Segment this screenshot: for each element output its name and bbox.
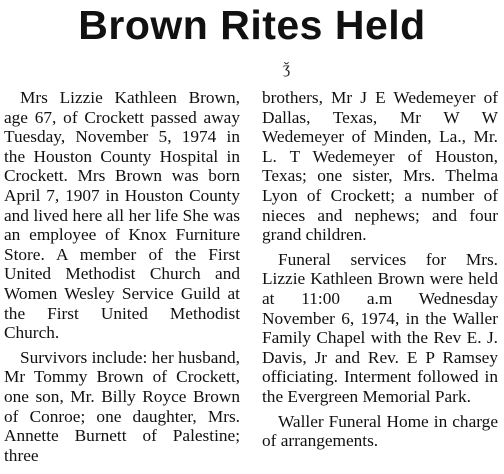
right-column bbox=[262, 88, 498, 451]
paragraph-survivors: Survivors include: her husband, Mr Tommy Brown of Crockett, one son, Mr. Billy Royce Brown of Conroe; one daughter, Mrs. Annette Burnett of Palestine; three bbox=[4, 347, 240, 465]
paragraph-funeral-services: Funeral services for Mrs. Lizzie Kathleen Brown were held at 11:00 a.m Wednesday November 6, 1974, in the Waller Family Chapel with the Rev E. J. Davis, Jr and Rev. E P Ramsey officiating. Interment followed in the Evergreen Memorial Park. bbox=[262, 249, 498, 406]
paragraph-biography: Mrs Lizzie Kathleen Brown, age 67, of Crockett passed away Tuesday, November 5, 1974 in the Houston County Hospital in Crockett. Mrs Brown was born April 7, 1907 in Houston County and lived here all her life She was an employee of Knox Furniture Store. A member of the First United Methodist Church and Women Wesley Service Guild at the First United Methodist Church. bbox=[4, 88, 240, 343]
left-column bbox=[4, 88, 240, 465]
paragraph-arrangements: Waller Funeral Home in charge of arrangements. bbox=[262, 411, 498, 451]
headline: Brown Rites Held bbox=[78, 2, 426, 48]
paragraph-survivors-continued: brothers, Mr J E Wedemeyer of Dallas, Texas, Mr W W Wedemeyer of Minden, La., Mr. L. T Wedemeyer of Houston, Texas; one sister, Mrs. Thelma Lyon of Crockett; a number of nieces and nephews; and four grand children. bbox=[262, 88, 498, 245]
margin-mark: ǯ bbox=[283, 60, 291, 77]
